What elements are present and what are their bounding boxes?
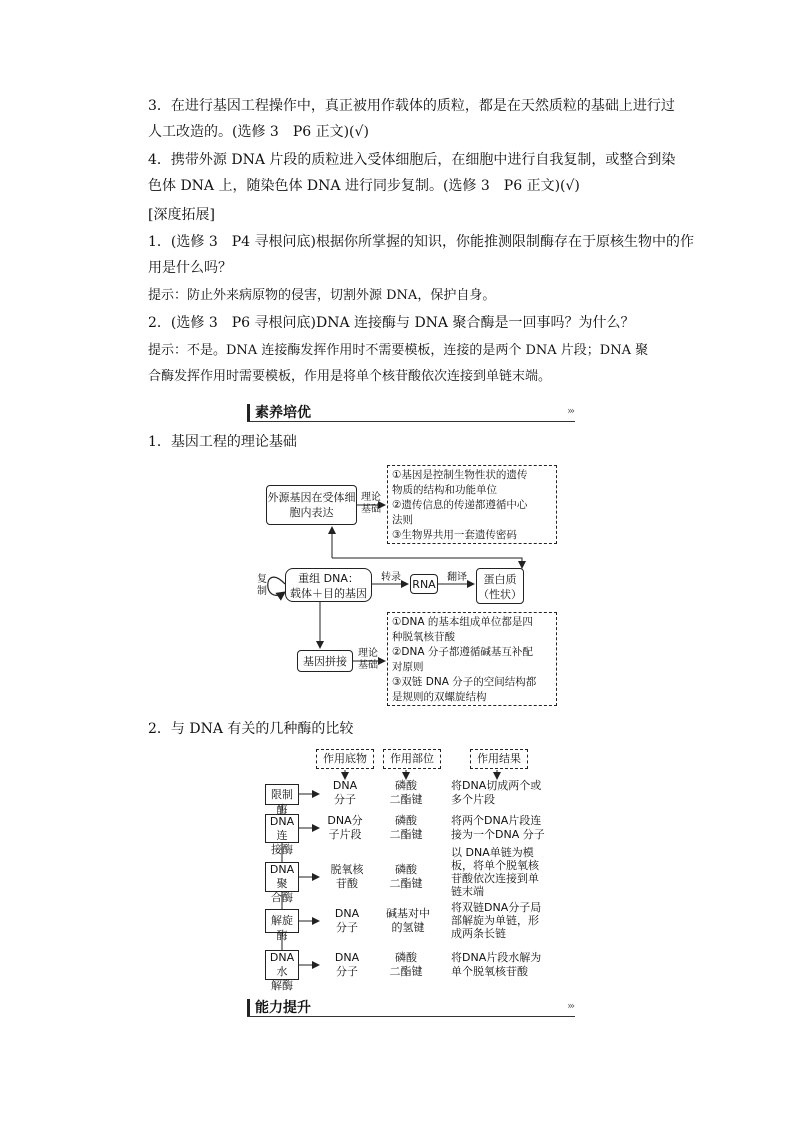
statement-4-line-1: 4．携带外源 DNA 片段的质粒进入受体细胞后，在细胞中进行自我复制，或整合到染 (148, 152, 676, 168)
theory-bottom-line-1: ①DNA 的基本组成单位都是四 (392, 616, 533, 628)
enzyme-hydrolase: DNA水 解酶 (265, 950, 299, 980)
enzyme-helicase: 解旋酶 (265, 909, 299, 933)
question-1-line-1: 1．(选修 3 P4 寻根问底)根据你所掌握的知识，你能推测限制酶存在于原核生物中的作 (148, 234, 694, 250)
recombinant-line-1: 重组 DNA： (298, 572, 359, 585)
table-cell-site: 碱基对中 的氢键 (386, 907, 430, 934)
item-2-title: 2．与 DNA 有关的几种酶的比较 (148, 721, 354, 737)
table-cell-result: 以 DNA单链为模 板，将单个脱氧核 苷酸依次连接到单 链末端 (451, 846, 539, 898)
theory-basis-label-bottom: 理论基础 (358, 648, 378, 671)
express-box: 外源基因在受体细胞内表达 (266, 485, 357, 525)
table-cell-substrate: DNA 分子 (334, 907, 360, 934)
table-cell-result: 将DNA片段水解为 单个脱氧核苷酸 (451, 951, 542, 978)
gene-splicing-box: 基因拼接 (297, 650, 353, 672)
theory-box-bottom (387, 612, 557, 706)
rna-box: RNA (410, 574, 438, 594)
header-result: 作用结果 (470, 749, 528, 769)
protein-line-1: 蛋白质 (483, 573, 517, 586)
deep-extension-heading: [深度拓展] (148, 207, 215, 223)
table-cell-substrate: DNA分 子片段 (327, 814, 363, 841)
theory-top-line-2: 物质的结构和功能单位 (392, 484, 497, 496)
translation-label: 翻译 (447, 572, 467, 583)
section-title: 能力提升 (255, 1000, 311, 1016)
table-cell-site: 磷酸 二酯键 (389, 779, 423, 806)
table-cell-result: 将双链DNA分子局 部解旋为单链，形 成两条长链 (451, 901, 542, 940)
enzyme-restriction: 限制酶 (265, 784, 299, 805)
theory-bottom-line-5: ③双链 DNA 分子的空间结构都 (392, 676, 537, 688)
section-title: 素养培优 (255, 405, 311, 421)
table-cell-substrate: DNA 分子 (334, 951, 360, 978)
transcription-label: 转录 (381, 572, 401, 583)
header-substrate: 作用底物 (316, 749, 374, 769)
protein-line-2: （性状） (478, 588, 522, 601)
enzyme-polymerase: DNA聚 合酶 (265, 862, 299, 892)
theory-top-line-1: ①基因是控制生物性状的遗传 (392, 469, 528, 481)
theory-top-line-3: ②遗传信息的传递都遵循中心 (392, 499, 528, 511)
table-cell-substrate: DNA 分子 (332, 779, 358, 806)
section-header-ability (247, 997, 575, 1017)
table-cell-substrate: 脱氧核 苷酸 (330, 863, 364, 890)
chevron-icon: ››› (567, 1001, 573, 1012)
enzyme-ligase: DNA连 接酶 (265, 814, 299, 843)
theory-bottom-line-2: 种脱氧核苷酸 (392, 631, 455, 643)
question-1-line-2: 用是什么吗？ (148, 260, 232, 276)
table-cell-site: 磷酸 二酯键 (389, 814, 423, 841)
question-2: 2．(选修 3 P6 寻根问底)DNA 连接酶与 DNA 聚合酶是一回事吗？为什么？ (148, 315, 635, 331)
table-cell-result: 将两个DNA片段连 接为一个DNA 分子 (451, 814, 545, 841)
recombinant-dna-box (285, 568, 372, 602)
theory-basis-label-top: 理论基础 (361, 492, 381, 515)
table-cell-site: 磷酸 二酯键 (389, 951, 423, 978)
section-marker (247, 999, 250, 1016)
statement-3-line-1: 3．在进行基因工程操作中，真正被用作载体的质粒，都是在天然质粒的基础上进行过 (148, 98, 675, 114)
theory-bottom-line-3: ②DNA 分子都遵循碱基互补配 (392, 646, 533, 658)
theory-top-line-4: 法则 (392, 514, 413, 526)
answer-1: 提示：防止外来病原物的侵害，切割外源 DNA，保护自身。 (148, 288, 496, 303)
answer-2-line-1: 提示：不是。DNA 连接酶发挥作用时不需要模板，连接的是两个 DNA 片段；DNA 聚 (148, 343, 649, 358)
table-cell-result: 将DNA切成两个或 多个片段 (451, 779, 542, 806)
replicate-label: 复制 (257, 574, 267, 597)
theory-bottom-line-6: 是规则的双螺旋结构 (392, 691, 487, 703)
theory-top-line-5: ③生物界共用一套遗传密码 (392, 529, 517, 541)
theory-bottom-line-4: 对原则 (392, 661, 424, 673)
recombinant-line-2: 载体＋目的基因 (290, 587, 367, 600)
table-cell-site: 磷酸 二酯键 (389, 863, 423, 890)
answer-2-line-2: 合酶发挥作用时需要模板，作用是将单个核苷酸依次连接到单链末端。 (148, 369, 552, 384)
chevron-icon: ››› (567, 406, 573, 417)
theory-box-top (387, 465, 557, 544)
statement-4-line-2: 色体 DNA 上，随染色体 DNA 进行同步复制。(选修 3 P6 正文)(√) (148, 178, 580, 194)
header-site: 作用部位 (383, 749, 441, 769)
statement-3-line-2: 人工改造的。(选修 3 P6 正文)(√) (148, 124, 369, 140)
item-1-title: 1．基因工程的理论基础 (148, 434, 297, 450)
protein-box (476, 568, 524, 604)
